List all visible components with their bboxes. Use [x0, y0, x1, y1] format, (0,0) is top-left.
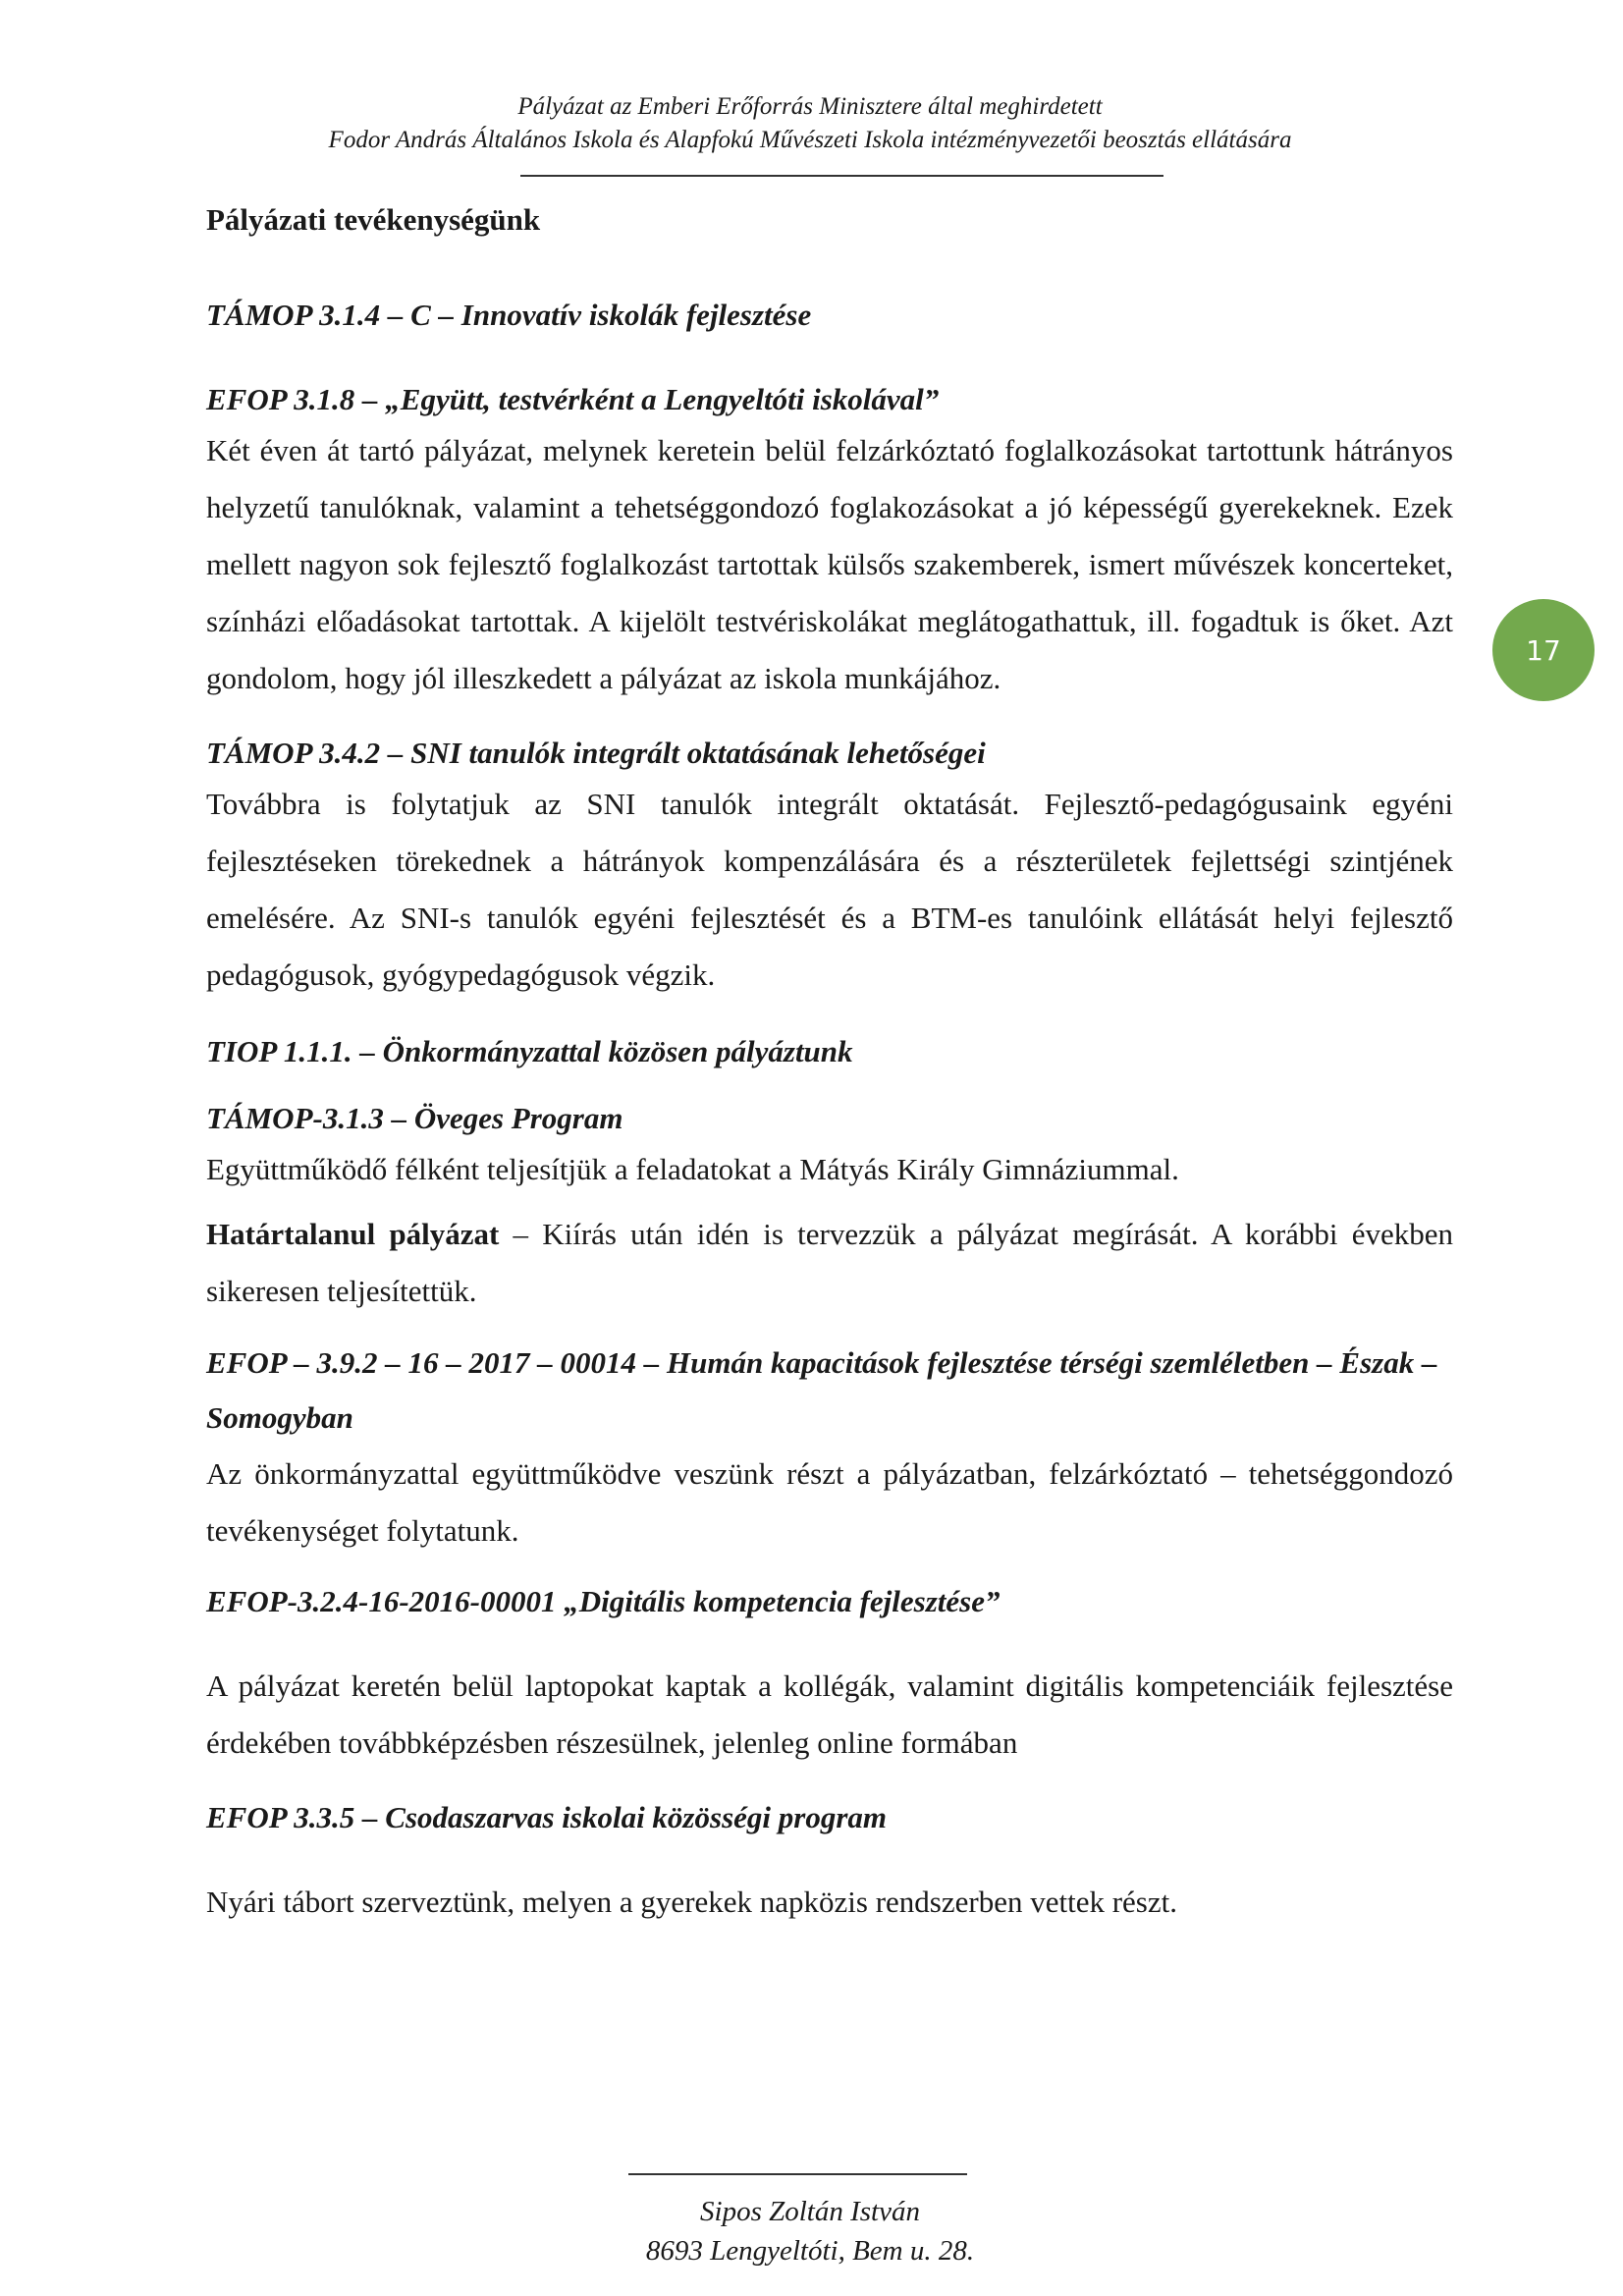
project-text-hatartalanul	[206, 1206, 1453, 1320]
page-footer	[491, 2192, 1129, 2270]
section-heading: Pályázati tevékenységünk	[206, 202, 541, 237]
header-line-2: Fodor András Általános Iskola és Alapfokú Művészeti Iskola intézményvezetői beosztás ellátására	[328, 127, 1292, 153]
project-title-efop-335: EFOP 3.3.5 – Csodaszarvas iskolai közösségi program	[206, 1800, 887, 1834]
project-title-efop-392: EFOP – 3.9.2 – 16 – 2017 – 00014 – Humán kapacitások fejlesztése térségi szemléletben – Észak – Somogyban	[206, 1345, 1437, 1435]
header-line-1: Pályázat az Emberi Erőforrás Minisztere által meghirdetett	[517, 93, 1103, 120]
footer-address: 8693 Lengyeltóti, Bem u. 28.	[645, 2235, 975, 2267]
project-title-tamop-314: TÁMOP 3.1.4 – C – Innovatív iskolák fejlesztése	[206, 298, 812, 332]
project-text-tamop-342: Továbbra is folytatjuk az SNI tanulók integrált oktatását. Fejlesztő-pedagógusaink egyéni fejlesztéseken törekednek a hátrányok kompenzálására és a részterületek fejlettségi szintjének emelésére. Az SNI-s tanulók egyéni fejlesztését és a BTM-es tanulóink ellátását helyi fejlesztő pedagógusok, gyógypedagógusok végzik.	[206, 787, 1453, 992]
project-title-efop-318: EFOP 3.1.8 – „Együtt, testvérként a Lengyeltóti iskolával”	[206, 382, 940, 416]
project-title-tamop-313: TÁMOP-3.1.3 – Öveges Program	[206, 1101, 623, 1135]
footer-name: Sipos Zoltán István	[700, 2196, 920, 2227]
project-text-tamop-313: Együttműködő félként teljesítjük a feladatokat a Mátyás Király Gimnáziummal.	[206, 1152, 1179, 1186]
project-title-efop-324: EFOP-3.2.4-16-2016-00001 „Digitális kompetencia fejlesztése”	[206, 1584, 1001, 1618]
page-header	[196, 90, 1424, 157]
project-body-hatartalanul: – Kiírás után idén is tervezzük a pályázat megírását. A korábbi években sikeresen teljesítettük.	[206, 1217, 1453, 1308]
header-divider	[520, 175, 1163, 177]
page-number-badge: 17	[1492, 599, 1595, 701]
project-title-tamop-342: TÁMOP 3.4.2 – SNI tanulók integrált oktatásának lehetőségei	[206, 736, 986, 770]
page-content	[206, 202, 1453, 1931]
project-text-efop-392: Az önkormányzattal együttműködve veszünk részt a pályázatban, felzárkóztató – tehetséggondozó tevékenységet folytatunk.	[206, 1456, 1453, 1548]
project-text-efop-318: Két éven át tartó pályázat, melynek keretein belül felzárkóztató foglalkozásokat tartottunk hátrányos helyzetű tanulóknak, valamint a tehetséggondozó foglakozásokat a jó képességű gyerekeknek. Ezek mellett nagyon sok fejlesztő foglalkozást tartottak külsős szakemberek, ismert művészek koncerteket, színházi előadásokat tartottak. A kijelölt testvériskolákat meglátogathattuk, ill. fogadtuk is őket. Azt gondolom, hogy jól illeszkedett a pályázat az iskola munkájához.	[206, 433, 1453, 695]
project-title-tiop-111: TIOP 1.1.1. – Önkormányzattal közösen pályáztunk	[206, 1034, 853, 1068]
footer-divider	[628, 2173, 967, 2175]
project-label-hatartalanul: Határtalanul pályázat	[206, 1217, 500, 1251]
project-text-efop-335: Nyári tábort szerveztünk, melyen a gyerekek napközis rendszerben vettek részt.	[206, 1885, 1177, 1919]
project-text-efop-324: A pályázat keretén belül laptopokat kaptak a kollégák, valamint digitális kompetenciáik fejlesztése érdekében továbbképzésben részesülnek, jelenleg online formában	[206, 1668, 1453, 1760]
